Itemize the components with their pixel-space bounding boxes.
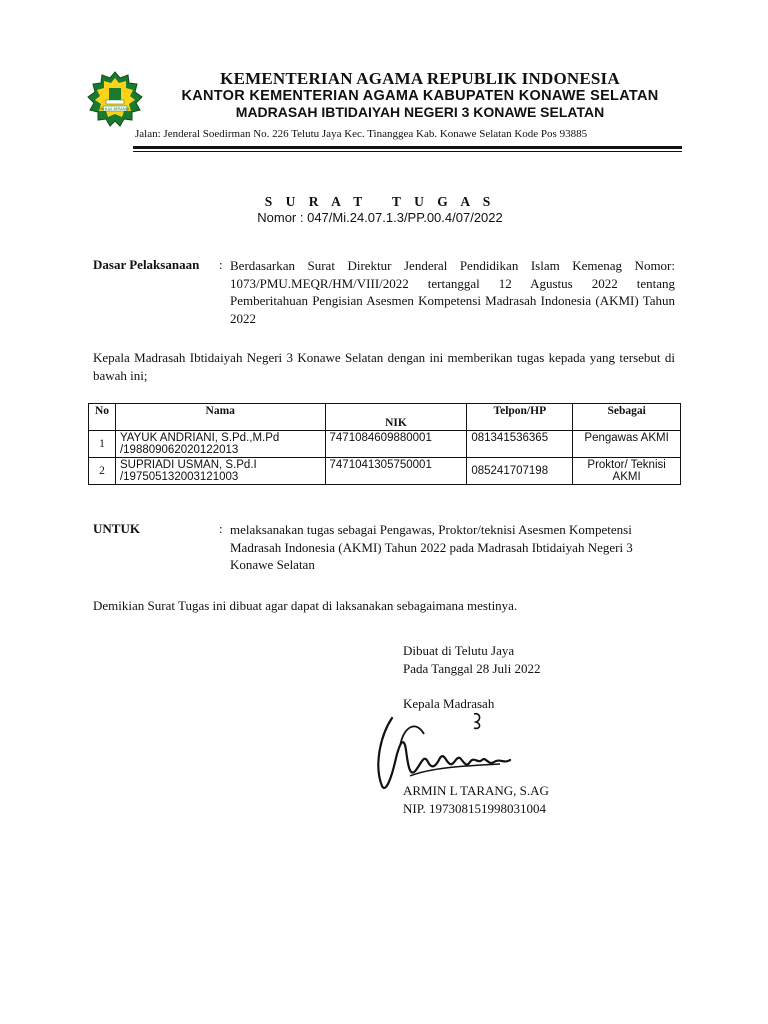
dasar-colon: : [219, 257, 223, 272]
school-heading: MADRASAH IBTIDAIYAH NEGERI 3 KONAWE SELATAN [235, 104, 605, 120]
dasar-label: Dasar Pelaksanaan [93, 257, 200, 272]
cell-nama-name: SUPRIADI USMAN, S.Pd.I [119, 459, 257, 471]
cell-sebagai: Proktor/ Teknisi AKMI [573, 458, 681, 485]
header-telpon: Telpon/HP [467, 404, 573, 431]
signature-place: Dibuat di Telutu Jaya [403, 643, 515, 658]
assignee-table [88, 403, 681, 485]
cell-nama-nip: /198809062020122013 [119, 444, 239, 456]
cell-nama-name: YAYUK ANDRIANI, S.Pd.,M.Pd [119, 432, 280, 444]
cell-no: 2 [89, 458, 116, 485]
cell-nama [115, 458, 325, 485]
header-rule-thick [133, 146, 682, 149]
address-line: Jalan: Jenderal Soedirman No. 226 Telutu Jaya Kec. Tinanggea Kab. Konawe Selatan Kode Pos 93885 [135, 128, 588, 140]
signature-date: Pada Tanggal 28 Juli 2022 [403, 661, 541, 676]
cell-nik: 7471084609880001 [325, 431, 467, 458]
kemenag-logo [82, 70, 148, 128]
office-heading: KANTOR KEMENTERIAN AGAMA KABUPATEN KONAWE SELATAN [181, 88, 659, 104]
header-nama: Nama [115, 404, 325, 431]
dasar-text: Berdasarkan Surat Direktur Jenderal Pendidikan Islam Kemenag Nomor: 1073/PMU.MEQR/HM/VIII/2022 tertanggal 12 Agustus 2022 tentang Pemberitahuan Pengisian Asesmen Kompetensi Madrasah Indonesia (AKMI) Tahun 2022 [230, 258, 675, 326]
signature-position: Kepala Madrasah [403, 696, 495, 711]
table-header-row [89, 404, 681, 431]
untuk-label: UNTUK [93, 521, 140, 536]
logo-text: IKHLAS BERAMAL [99, 107, 131, 111]
signatory-nip: NIP. 197308151998031004 [403, 801, 547, 816]
cell-nama-nip: /197505132003121003 [119, 471, 239, 483]
cell-telpon: 081341536365 [467, 431, 573, 458]
letter-title: S U R A T T U G A S [264, 194, 496, 209]
table-row [89, 458, 681, 485]
header-sebagai: Sebagai [573, 404, 681, 431]
table-row [89, 431, 681, 458]
cell-no: 1 [89, 431, 116, 458]
intro-paragraph: Kepala Madrasah Ibtidaiyah Negeri 3 Konawe Selatan dengan ini memberikan tugas kepada yang tersebut di bawah ini; [93, 350, 675, 383]
header-rule-thin [133, 151, 682, 152]
signatory-name: ARMIN L TARANG, S.AG [403, 783, 549, 798]
cell-nama [115, 431, 325, 458]
untuk-colon: : [219, 521, 223, 536]
letter-number: Nomor : 047/Mi.24.07.1.3/PP.00.4/07/2022 [257, 210, 503, 225]
cell-sebagai: Pengawas AKMI [573, 431, 681, 458]
header-no: No [89, 404, 116, 431]
ministry-heading: KEMENTERIAN AGAMA REPUBLIK INDONESIA [220, 69, 620, 88]
cell-nik: 7471041305750001 [325, 458, 467, 485]
header-nik: NIK [325, 404, 467, 431]
closing-sentence: Demikian Surat Tugas ini dibuat agar dapat di laksanakan sebagaimana mestinya. [93, 598, 518, 613]
untuk-text: melaksanakan tugas sebagai Pengawas, Proktor/teknisi Asesmen Kompetensi Madrasah Indonesia (AKMI) Tahun 2022 pada Madrasah Ibtidaiyah Negeri 3 Konawe Selatan [230, 522, 633, 572]
cell-telpon: 085241707198 [467, 458, 573, 485]
